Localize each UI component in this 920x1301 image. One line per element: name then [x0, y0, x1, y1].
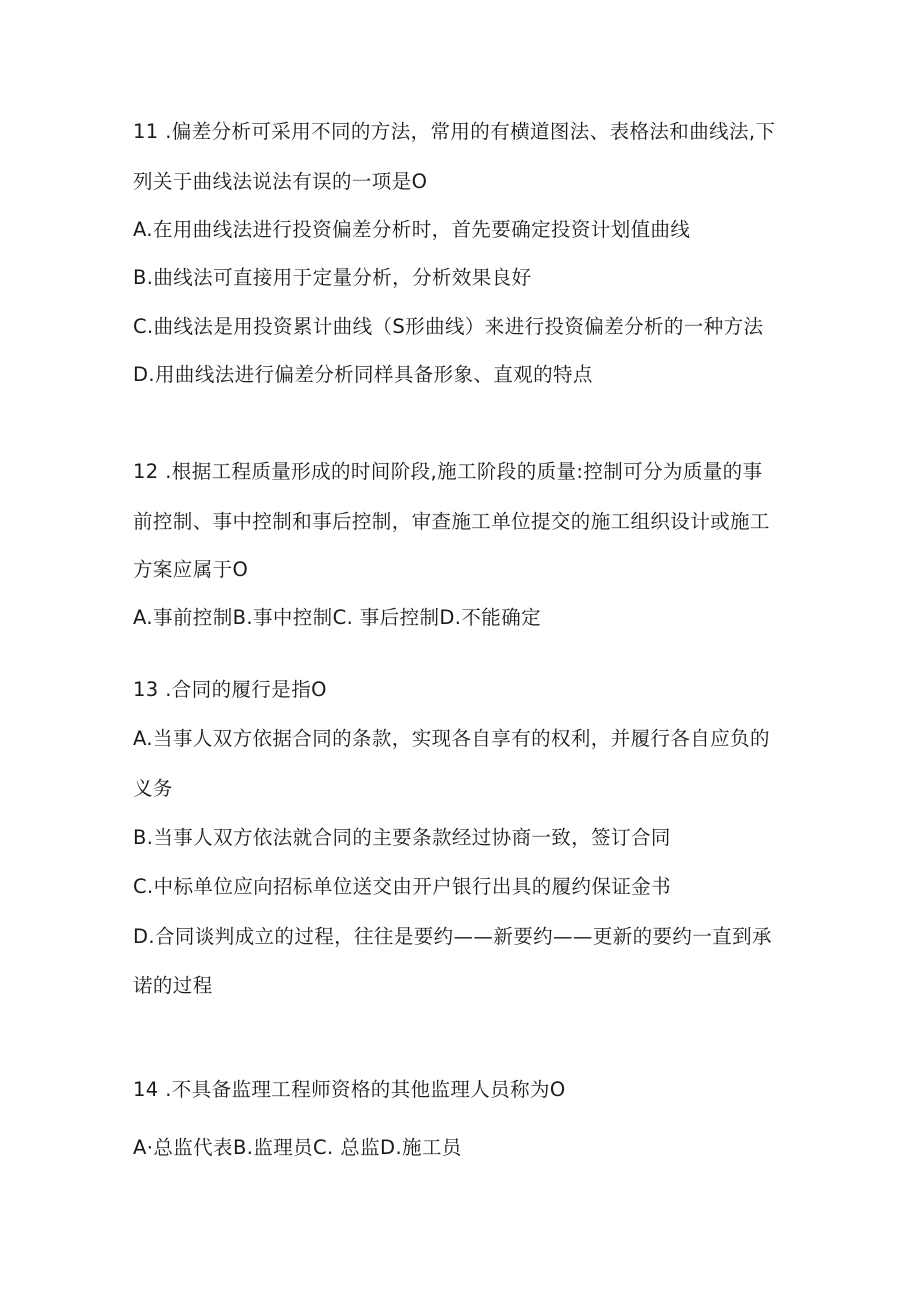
q11-option-a: A.在用曲线法进行投资偏差分析时，首先要确定投资计划值曲线 [133, 218, 691, 241]
q13-stem-line-1: 13 .合同的履行是指O [133, 678, 327, 701]
q11-option-b: B.曲线法可直接用于定量分析，分析效果良好 [133, 266, 532, 289]
q12-options: A.事前控制B.事中控制C. 事后控制D.不能确定 [133, 606, 541, 629]
q11-stem-line-1: 11 .偏差分析可采用不同的方法，常用的有横道图法、表格法和曲线法,下 [133, 120, 776, 143]
q13-option-a-line-1: A.当事人双方依据合同的条款，实现各自享有的权利，并履行各自应负的 [133, 727, 770, 750]
q13-option-c: C.中标单位应向招标单位送交由开户银行出具的履约保证金书 [133, 875, 672, 898]
q13-option-b: B.当事人双方依法就合同的主要条款经过协商一致，签订合同 [133, 826, 671, 849]
q12-stem-line-1: 12 .根据工程质量形成的时间阶段,施工阶段的质量:控制可分为质量的事 [133, 460, 763, 483]
q14-stem-line-1: 14 .不具备监理工程师资格的其他监理人员称为O [133, 1078, 566, 1101]
q12-stem-line-2: 前控制、事中控制和事后控制，审查施工单位提交的施工组织设计或施工 [133, 510, 770, 533]
q13-option-a-line-2: 义务 [133, 777, 173, 800]
q14-options: A·总监代表B.监理员C. 总监D.施工员 [133, 1136, 462, 1159]
q13-option-d-line-1: D.合同谈判成立的过程，往往是要约——新要约——更新的要约一直到承 [133, 925, 772, 948]
q11-option-d: D.用曲线法进行偏差分析同样具备形象、直观的特点 [133, 363, 593, 386]
q11-stem-line-2: 列关于曲线法说法有误的一项是O [133, 170, 428, 193]
q12-stem-line-3: 方案应属于O [133, 558, 249, 581]
q11-option-c: C.曲线法是用投资累计曲线（S形曲线）来进行投资偏差分析的一种方法 [133, 315, 764, 338]
q13-option-d-line-2: 诺的过程 [133, 974, 213, 997]
